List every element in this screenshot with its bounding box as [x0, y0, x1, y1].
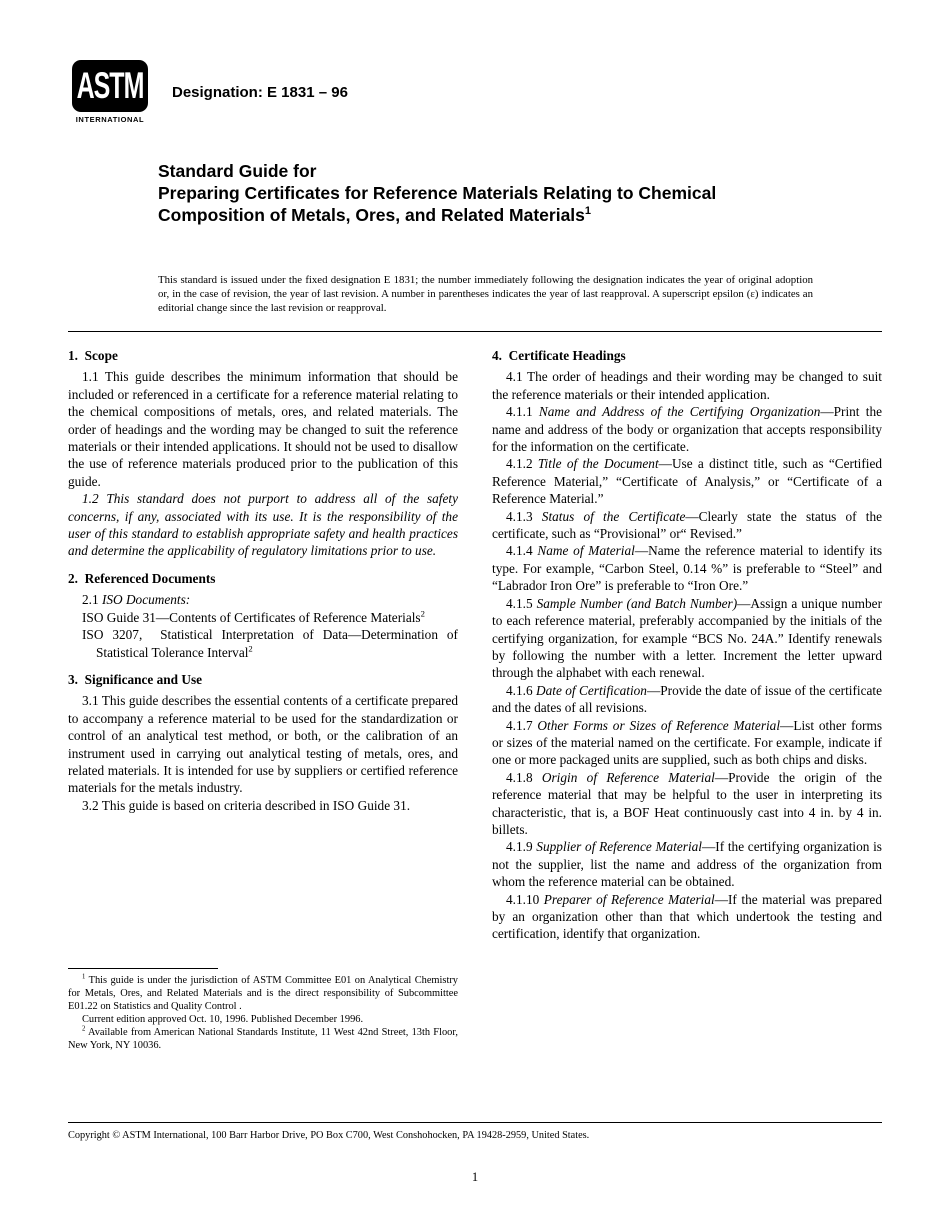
text-run: Available from American National Standards Institute, 11 West 42nd Street, 13th Floor, New York, NY 10036. — [68, 1027, 458, 1051]
right-column — [492, 347, 882, 1052]
title-line1: Standard Guide for — [158, 161, 317, 181]
reference-entry — [68, 626, 458, 661]
document-title — [158, 160, 748, 226]
section-heading — [68, 347, 458, 364]
text-run: 4.1.9 — [506, 839, 537, 855]
section-heading — [68, 671, 458, 688]
footnote-text — [68, 974, 458, 1052]
text-run: 4.1.8 — [506, 769, 542, 785]
footnote — [68, 1013, 458, 1026]
paragraph — [492, 455, 882, 507]
text-run: Date of Certification — [536, 682, 647, 698]
text-run: This guide is under the jurisdiction of ASTM Committee E01 on Analytical Chemistry for Metals, Ores, and Related Materials and is the direct responsibility of Subcommittee E01.22 on Statistics and Quality Control . — [68, 975, 458, 1012]
text-run: Name of Material — [537, 543, 635, 559]
astm-logo-text: ASTM — [76, 64, 144, 107]
reference-entry — [68, 609, 458, 626]
text-run: 4.1.3 — [506, 508, 542, 524]
text-run: —Provide the origin of the reference material that may be helpful to the user in interpreting its characteristic, that is, a BOF Heat continuously cast into 4 in. by 4 in. billets. — [492, 769, 883, 837]
text-run: 4.1.5 — [506, 595, 537, 611]
text-run: 4.1.7 — [506, 717, 538, 733]
text-run: —Provide the date of issue of the certificate and the dates of all revisions. — [492, 682, 882, 716]
text-run: —If the certifying organization is not the supplier, list the name and address of the organization from whom the reference material can be obtained. — [492, 839, 882, 890]
astm-logo-mark — [72, 60, 148, 112]
text-run: 4.1.6 — [506, 682, 536, 698]
text-run: 4.1.2 — [506, 456, 538, 472]
footnote-reference: 2 — [82, 1025, 86, 1033]
text-run: Preparer of Reference Material — [543, 891, 715, 907]
copyright-notice: Copyright © ASTM International, 100 Barr Harbor Drive, PO Box C700, West Conshohocken, PA 19428-2959, United States. — [68, 1130, 590, 1141]
text-run: 4.1.10 — [506, 891, 544, 907]
title-footnote-reference: 1 — [584, 205, 592, 218]
text-run: 4. Certificate Headings — [492, 348, 626, 363]
right-column-text — [492, 347, 882, 943]
footnote-reference: 2 — [420, 608, 425, 619]
designation: Designation: E 1831 – 96 — [172, 84, 348, 101]
paragraph — [492, 403, 882, 455]
text-run: 1. Scope — [68, 348, 118, 363]
text-run: 2. Referenced Documents — [68, 570, 216, 586]
paragraph — [492, 838, 882, 890]
left-column-text — [68, 347, 458, 814]
text-run: Current edition approved Oct. 10, 1996. Published December 1996. — [82, 1014, 364, 1025]
footnote-reference: 2 — [248, 643, 253, 654]
text-run: —If the material was prepared by an organization other than that which undertook the testing and certification, identify that organization. — [492, 891, 882, 942]
text-run: ISO Guide 31—Contents of Certificates of Reference Materials — [82, 609, 421, 625]
paragraph — [68, 368, 458, 490]
header-divider — [68, 331, 882, 332]
left-column — [68, 347, 458, 1052]
text-run: Name and Address of the Certifying Organization — [538, 404, 821, 420]
text-run: 4.1.4 — [506, 543, 538, 559]
footer-divider — [68, 1122, 882, 1123]
text-run: 3.1 This guide describes the essential contents of a certificate prepared to accompany a reference material to be used for the standardization or control of an analytical test method, or both, or the calibration of an instrument used in carrying out analytical testing of metals, ores, and related materials. It is intended for use by suppliers or certified reference materials for the metals industry. — [68, 693, 458, 796]
text-run: ISO Documents: — [101, 592, 191, 608]
text-run: 3.2 This guide is based on criteria described in ISO Guide 31. — [82, 797, 411, 813]
text-run: —Name the reference material to identify its type. For example, “Carbon Steel, 0.14 %” is preferable to “Steel” and “Labrador Iron Ore” is preferable to “Iron Ore.” — [492, 543, 883, 594]
text-run: —Assign a unique number to each reference material, preferably accompanied by the initials of the certifying organization, for example “BCS No. 24A.” Identify renewals by following the number with a letter. Increment the letter upward through the alphabet with each renewal. — [492, 595, 882, 681]
paragraph — [492, 717, 882, 769]
paragraph — [492, 769, 882, 839]
footnote-block — [68, 962, 458, 1052]
astm-logo-subtitle: INTERNATIONAL — [75, 115, 145, 124]
footnote-reference: 1 — [82, 973, 86, 981]
paragraph — [68, 692, 458, 796]
astm-logo — [68, 60, 152, 124]
text-run: 4.1 The order of headings and their wording may be changed to suit the reference materials or their intended application. — [492, 369, 882, 402]
paragraph — [68, 797, 458, 814]
text-run: Origin of Reference Material — [541, 769, 715, 785]
footnote — [68, 974, 458, 1013]
text-run: 3. Significance and Use — [68, 671, 203, 687]
text-run: 1.1 This guide describes the minimum information that should be included or referenced in a certificate for a reference material relating to the chemical compositions of metals, ores, and related materials. The order of headings and the wording may be changed to suit the reference materials or their intended applications. It should not be used to disallow the use of reference materials produced prior to the publication of this guide. — [68, 369, 458, 489]
text-run: —Use a distinct title, such as “Certified Reference Material,” “Certificate of Analysis,” or “Certificate of a Reference Material.” — [492, 456, 883, 507]
footnote — [68, 1026, 458, 1052]
text-run: Title of the Document — [537, 456, 659, 472]
paragraph — [492, 542, 882, 594]
paragraph — [492, 595, 882, 682]
paragraph — [492, 891, 882, 943]
paragraph — [492, 682, 882, 717]
text-run: —List other forms or sizes of the material named on the certificate. For example, indicate if one or more packaged units are supplied, such as both chips and disks. — [492, 717, 882, 768]
paragraph — [68, 591, 458, 608]
paragraph — [68, 490, 458, 560]
footnote-divider — [68, 968, 218, 969]
body-columns — [68, 347, 882, 1052]
text-run: Supplier of Reference Material — [536, 839, 702, 855]
text-run: Status of the Certificate — [541, 508, 686, 524]
section-heading — [492, 347, 882, 364]
issuance-note: This standard is issued under the fixed designation E 1831; the number immediately following the designation indicates the year of original adoption or, in the case of revision, the year of last revision. A number in parentheses indicates the year of last reapproval. A superscript epsilon (ε) indicates an editorial change since the last revision or reapproval. — [158, 274, 813, 314]
text-run: Other Forms or Sizes of Reference Material — [537, 717, 781, 733]
text-run: 4.1.1 — [506, 404, 539, 420]
text-run: 2.1 — [82, 592, 102, 608]
text-run: 1.2 This standard does not purport to address all of the safety concerns, if any, associated with its use. It is the responsibility of the user of this standard to establish appropriate safety and health practices and determine the applicability of regulatory limitations prior to use. — [68, 491, 458, 559]
page-number: 1 — [471, 1170, 479, 1184]
title-body: Preparing Certificates for Reference Materials Relating to Chemical Composition of Metals, Ores, and Related Materials — [158, 183, 717, 225]
paragraph — [492, 508, 882, 543]
section-heading — [68, 570, 458, 587]
text-run: Sample Number (and Batch Number) — [536, 595, 738, 611]
text-run: —Clearly state the status of the certificate, such as “Provisional” or“ Revised.” — [492, 508, 883, 542]
paragraph — [492, 368, 882, 403]
text-run: ISO 3207, Statistical Interpretation of Data—Determination of Statistical Tolerance Interval — [82, 627, 458, 660]
text-run: —Print the name and address of the body or organization that accepts responsibility for the information on the certificate. — [492, 404, 882, 455]
